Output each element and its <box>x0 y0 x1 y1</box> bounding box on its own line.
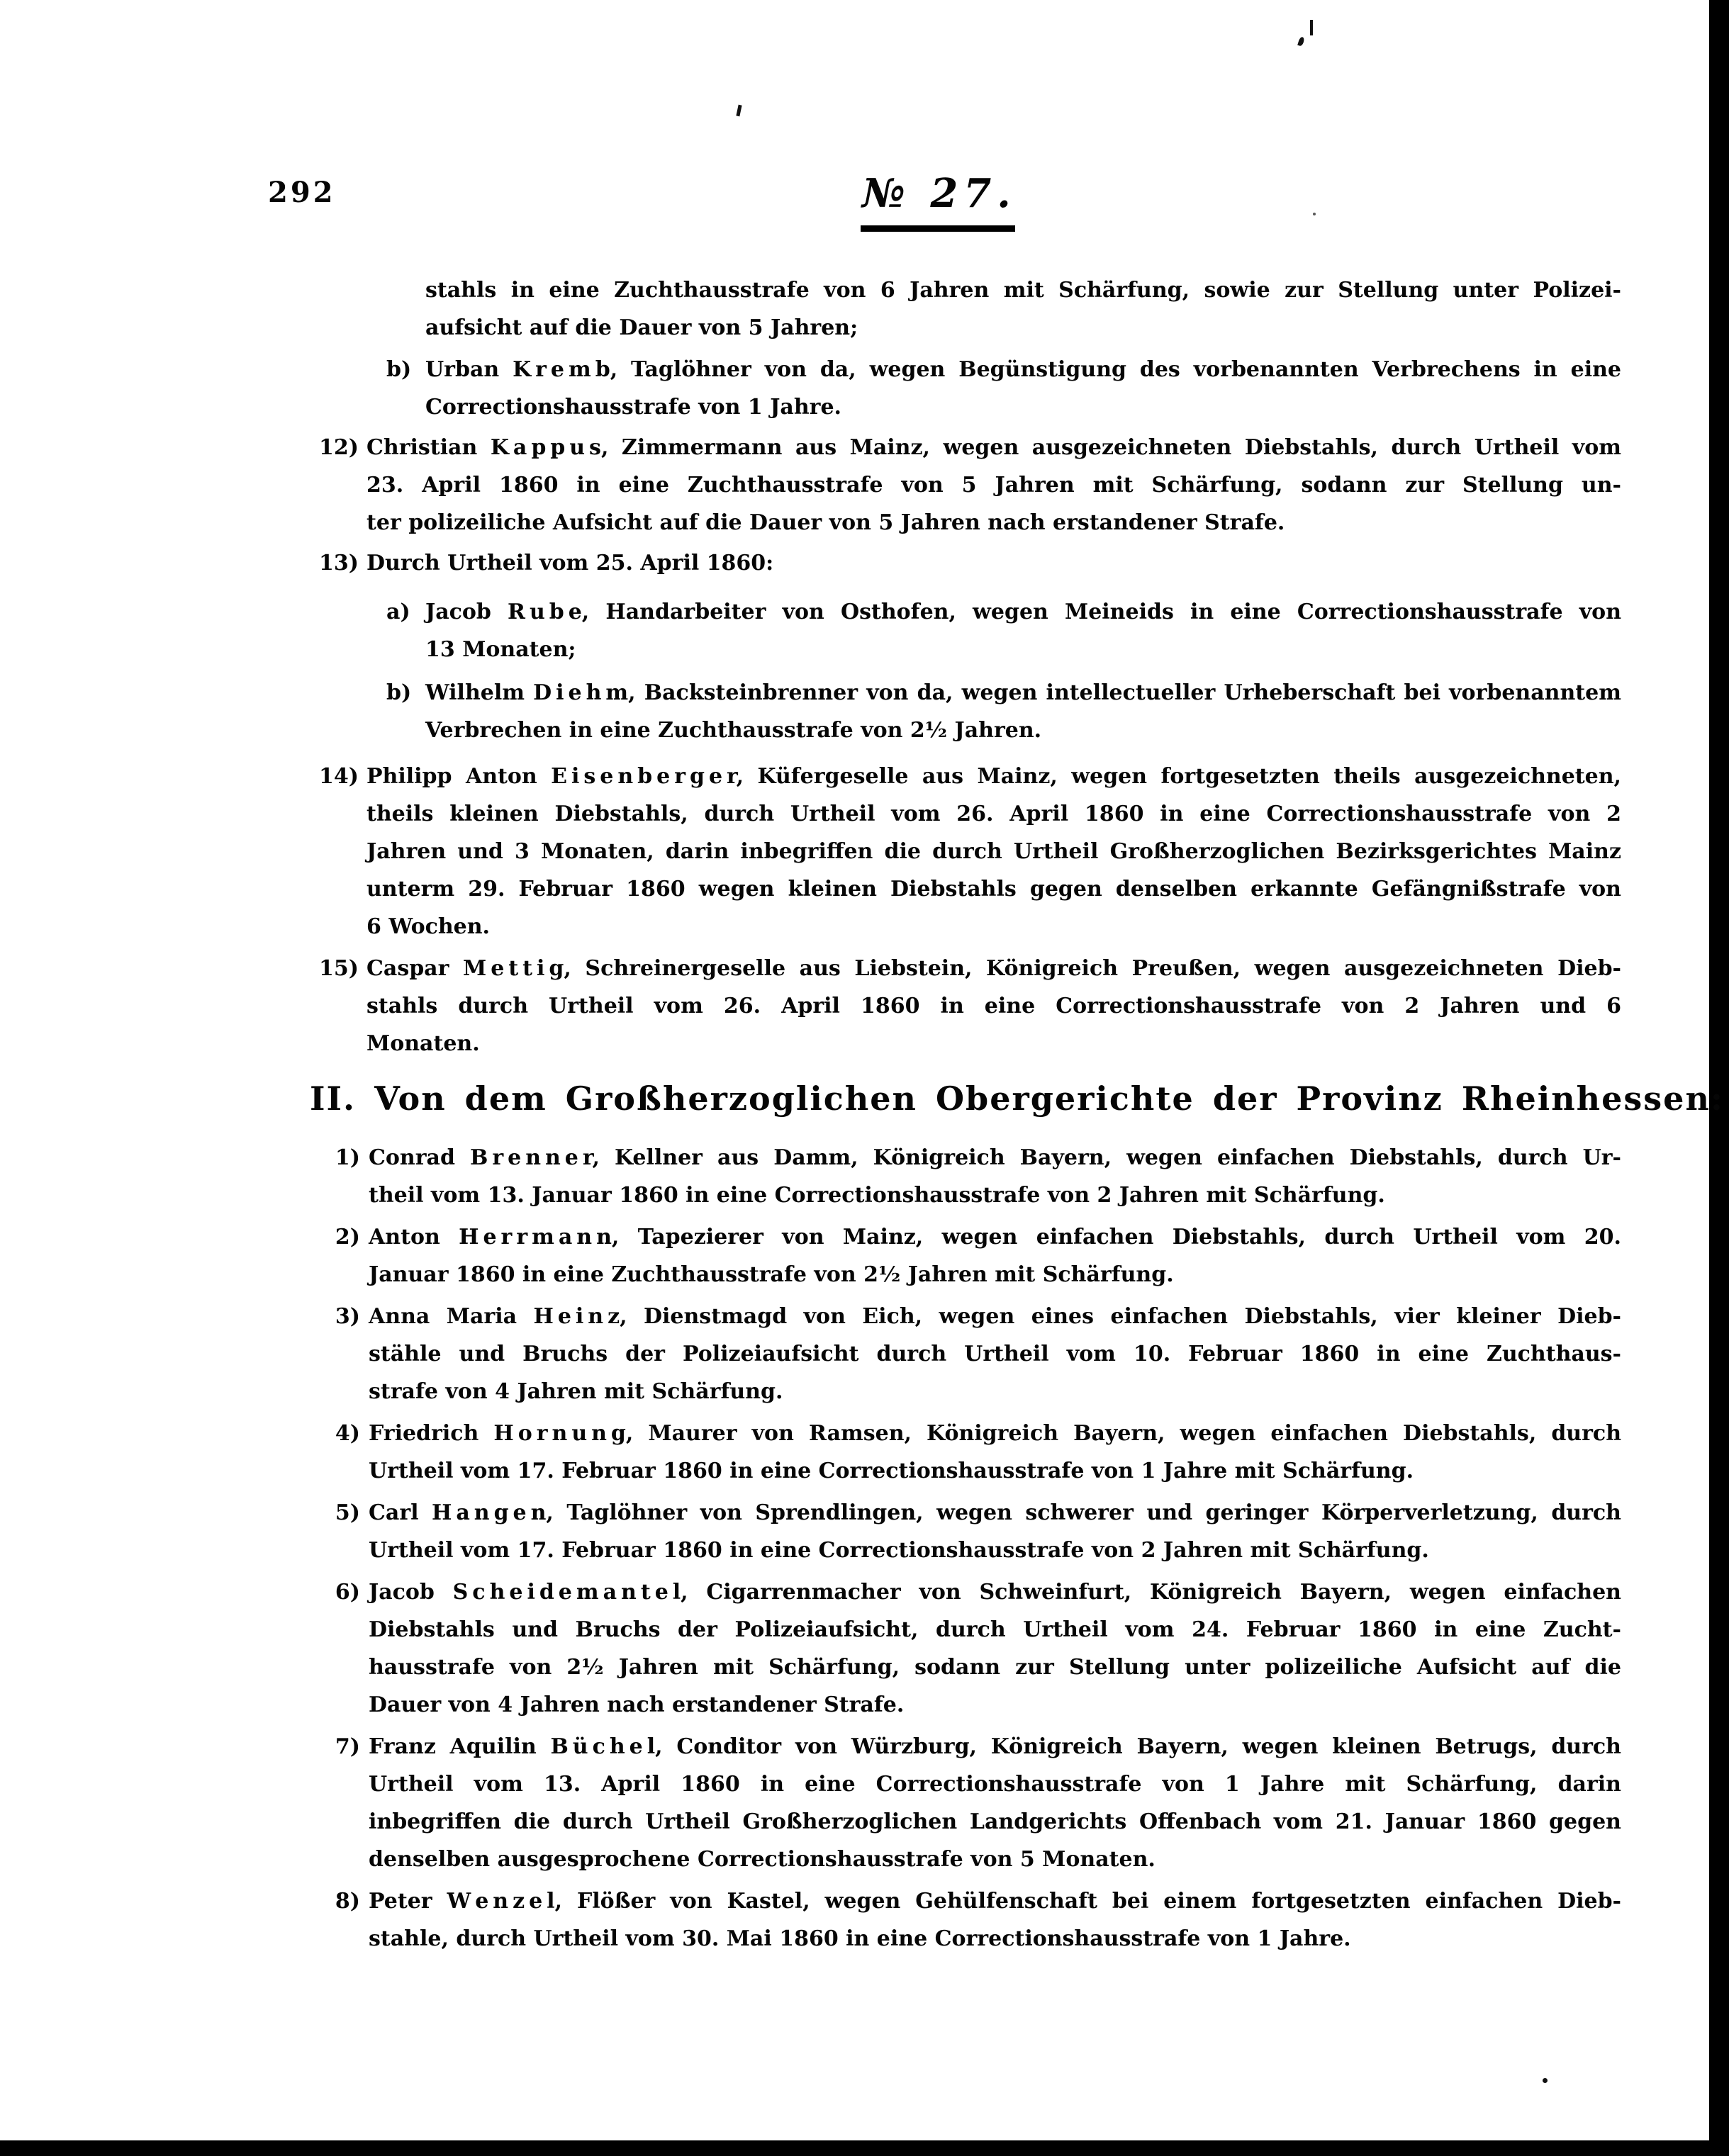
text-line: Correctionshausstrafe von 1 Jahre. <box>425 395 841 420</box>
text-line: Christian K a p p u s, Zimmermann aus Mainz, wegen ausgezeichneten Diebstahls, durch Urtheil vom <box>366 435 1621 460</box>
list-item <box>0 1882 1729 1958</box>
list-item <box>0 1298 1729 1410</box>
scan-speck <box>736 105 742 117</box>
item-marker: 15) <box>319 956 359 981</box>
text-line: stahls in eine Zuchthausstrafe von 6 Jahren mit Schärfung, sowie zur Stellung unter Polizei- <box>425 278 1621 303</box>
list-item <box>0 1494 1729 1569</box>
list-item <box>0 950 1729 1062</box>
text-line: Dauer von 4 Jahren nach erstandener Strafe. <box>369 1692 905 1717</box>
text-line: Urtheil vom 13. April 1860 in eine Correctionshausstrafe von 1 Jahre mit Schärfung, darin <box>369 1772 1621 1797</box>
text-line: denselben ausgesprochene Correctionshausstrafe von 5 Monaten. <box>369 1847 1156 1872</box>
text-line: unterm 29. Februar 1860 wegen kleinen Diebstahls gegen denselben erkannte Gefängnißstrafe von <box>366 877 1621 902</box>
item-marker: 4) <box>335 1421 360 1446</box>
text-line: stähle und Bruchs der Polizeiaufsicht durch Urtheil vom 10. Februar 1860 in eine Zuchthaus- <box>369 1342 1621 1366</box>
list-item <box>0 758 1729 945</box>
text-line: aufsicht auf die Dauer von 5 Jahren; <box>425 315 858 340</box>
text-line: Urtheil vom 17. Februar 1860 in eine Correctionshausstrafe von 2 Jahren mit Schärfung. <box>369 1538 1429 1563</box>
issue-underline <box>861 225 1015 232</box>
text-line: Jahren und 3 Monaten, darin inbegriffen die durch Urtheil Großherzoglichen Bezirksgerichtes Mainz <box>366 839 1621 864</box>
text-line: 6 Wochen. <box>366 914 490 939</box>
scan-speck <box>1297 36 1305 47</box>
list-item-sub <box>0 674 1729 749</box>
issue-number: № 27. <box>862 170 1017 217</box>
item-marker: b) <box>386 680 412 705</box>
item-marker: 7) <box>335 1734 360 1759</box>
list-item <box>0 1573 1729 1724</box>
list-item <box>0 544 1729 582</box>
list-item-sub <box>0 351 1729 426</box>
text-line: Anton H e r r m a n n, Tapezierer von Mainz, wegen einfachen Diebstahls, durch Urtheil vom 20. <box>369 1225 1621 1250</box>
item-marker: 12) <box>319 435 359 460</box>
item-marker: 5) <box>335 1500 360 1525</box>
list-item <box>0 1728 1729 1878</box>
text-line: ter polizeiliche Aufsicht auf die Dauer von 5 Jahren nach erstandener Strafe. <box>366 510 1285 535</box>
text-line: Diebstahls und Bruchs der Polizeiaufsicht, durch Urtheil vom 24. Februar 1860 in eine Zucht- <box>369 1617 1621 1642</box>
list-item <box>0 429 1729 541</box>
text-line: Durch Urtheil vom 25. April 1860: <box>366 551 774 576</box>
text-line: Friedrich H o r n u n g, Maurer von Ramsen, Königreich Bayern, wegen einfachen Diebstahls, durch <box>369 1421 1621 1446</box>
text-line: Caspar M e t t i g, Schreinergeselle aus Liebstein, Königreich Preußen, wegen ausgezeichneten Dieb- <box>366 956 1621 981</box>
list-item-sub <box>0 593 1729 668</box>
item-marker: 8) <box>335 1889 360 1914</box>
text-line: Carl H a n g e n, Taglöhner von Sprendlingen, wegen schwerer und geringer Körperverletzung, durch <box>369 1500 1621 1525</box>
text-line: inbegriffen die durch Urtheil Großherzoglichen Landgerichts Offenbach vom 21. Januar 1860 gegen <box>369 1809 1621 1834</box>
text-line: Verbrechen in eine Zuchthausstrafe von 2½ Jahren. <box>425 718 1042 743</box>
scan-speck <box>1543 2078 1548 2083</box>
text-line: Januar 1860 in eine Zuchthausstrafe von 2½ Jahren mit Schärfung. <box>369 1262 1174 1287</box>
text-line: Conrad B r e n n e r, Kellner aus Damm, Königreich Bayern, wegen einfachen Diebstahls, durch Ur- <box>369 1145 1621 1170</box>
text-line: hausstrafe von 2½ Jahren mit Schärfung, sodann zur Stellung unter polizeiliche Aufsicht auf die <box>369 1655 1621 1680</box>
item-marker: a) <box>386 600 410 624</box>
text-line: Wilhelm D i e h m, Backsteinbrenner von da, wegen intellectueller Urheberschaft bei vorbenanntem <box>425 680 1621 705</box>
page-number: 292 <box>268 176 336 209</box>
text-line: Peter W e n z e l, Flößer von Kastel, wegen Gehülfenschaft bei einem fortgesetzten einfachen Dieb- <box>369 1889 1621 1914</box>
list-item-continuation <box>0 271 1729 347</box>
scan-border-bottom <box>0 2140 1729 2156</box>
list-item <box>0 1218 1729 1293</box>
text-line: Jacob R u b e, Handarbeiter von Osthofen, wegen Meineids in eine Correctionshausstrafe von <box>425 600 1621 624</box>
text-line: Jacob S c h e i d e m a n t e l, Cigarrenmacher von Schweinfurt, Königreich Bayern, wegen einfachen <box>369 1580 1621 1605</box>
text-line: theils kleinen Diebstahls, durch Urtheil vom 26. April 1860 in eine Correctionshausstrafe von 2 <box>366 802 1621 826</box>
item-marker: 14) <box>319 764 359 789</box>
text-line: Philipp Anton E i s e n b e r g e r, Küfergeselle aus Mainz, wegen fortgesetzten theils ausgezeichneten, <box>366 764 1621 789</box>
list-item <box>0 1415 1729 1490</box>
scan-speck <box>1313 213 1316 215</box>
text-line: 23. April 1860 in eine Zuchthausstrafe von 5 Jahren mit Schärfung, sodann zur Stellung un- <box>366 473 1621 498</box>
item-marker: 1) <box>335 1145 360 1170</box>
item-marker: b) <box>386 357 412 382</box>
section-heading: II. Von dem Großherzoglichen Obergerichte der Provinz Rheinhessen: <box>310 1079 1724 1118</box>
text-line: Monaten. <box>366 1031 480 1056</box>
text-line: Anna Maria H e i n z, Dienstmagd von Eich, wegen eines einfachen Diebstahls, vier kleiner Dieb- <box>369 1304 1621 1329</box>
text-line: Franz Aquilin B ü c h e l, Conditor von Würzburg, Königreich Bayern, wegen kleinen Betrugs, durch <box>369 1734 1621 1759</box>
item-marker: 13) <box>319 551 359 576</box>
item-marker: 2) <box>335 1225 360 1250</box>
text-line: theil vom 13. Januar 1860 in eine Correctionshausstrafe von 2 Jahren mit Schärfung. <box>369 1183 1385 1208</box>
item-marker: 3) <box>335 1304 360 1329</box>
item-marker: 6) <box>335 1580 360 1605</box>
scan-speck <box>1310 20 1313 35</box>
text-line: Urban K r e m b, Taglöhner von da, wegen Begünstigung des vorbenannten Verbrechens in eine <box>425 357 1621 382</box>
text-line: stahls durch Urtheil vom 26. April 1860 in eine Correctionshausstrafe von 2 Jahren und 6 <box>366 994 1621 1018</box>
text-line: 13 Monaten; <box>425 637 576 662</box>
text-line: stahle, durch Urtheil vom 30. Mai 1860 in eine Correctionshausstrafe von 1 Jahre. <box>369 1926 1351 1951</box>
text-line: strafe von 4 Jahren mit Schärfung. <box>369 1379 783 1404</box>
text-line: Urtheil vom 17. Februar 1860 in eine Correctionshausstrafe von 1 Jahre mit Schärfung. <box>369 1459 1414 1483</box>
page-content <box>0 271 1729 1958</box>
list-item <box>0 1139 1729 1214</box>
